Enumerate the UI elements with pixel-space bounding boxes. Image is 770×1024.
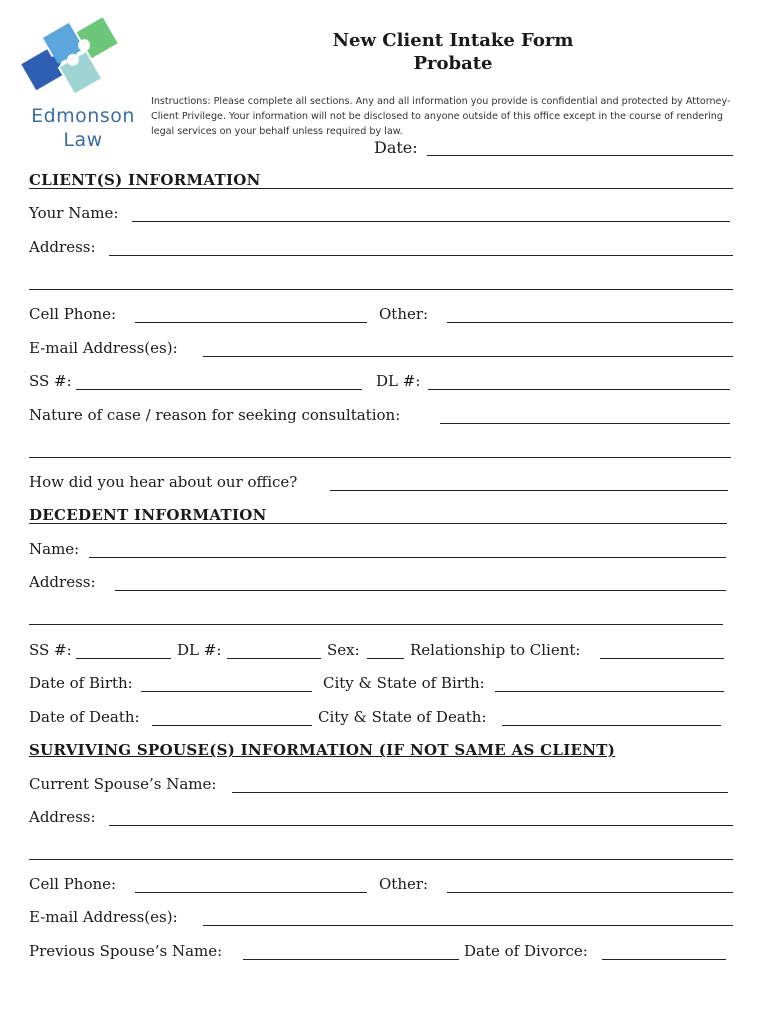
decedent-birth-row bbox=[29, 674, 735, 696]
client-address-line2-field[interactable] bbox=[29, 289, 733, 290]
spouse-cell-phone-label: Cell Phone: bbox=[29, 875, 117, 893]
decedent-dl-label: DL #: bbox=[177, 641, 222, 659]
spouse-other-phone-label: Other: bbox=[379, 875, 429, 893]
date-label: Date: bbox=[374, 138, 418, 157]
decedent-name-row bbox=[29, 540, 735, 562]
client-section-heading: CLIENT(S) INFORMATION bbox=[29, 171, 261, 189]
spouse-address-line2-field[interactable] bbox=[29, 859, 733, 860]
client-other-phone-label: Other: bbox=[379, 305, 429, 323]
your-name-label: Your Name: bbox=[29, 204, 119, 222]
birth-date-field[interactable] bbox=[141, 691, 312, 692]
spouse-current-row bbox=[29, 775, 735, 797]
decedent-address-field[interactable] bbox=[115, 590, 726, 591]
divorce-date-field[interactable] bbox=[602, 959, 726, 960]
current-spouse-label: Current Spouse’s Name: bbox=[29, 775, 217, 793]
form-title: New Client Intake Form bbox=[332, 30, 574, 51]
decedent-ss-label: SS #: bbox=[29, 641, 72, 659]
client-referral-row bbox=[29, 473, 735, 495]
client-address-label: Address: bbox=[29, 238, 96, 256]
client-cell-phone-label: Cell Phone: bbox=[29, 305, 117, 323]
nature-of-case-label: Nature of case / reason for seeking consultation: bbox=[29, 406, 401, 424]
decedent-ids-row bbox=[29, 641, 735, 663]
client-ss-field[interactable] bbox=[76, 389, 362, 390]
decedent-sex-field[interactable] bbox=[367, 658, 404, 659]
client-address-row bbox=[29, 238, 735, 260]
logo-text-line2: Law bbox=[63, 129, 103, 151]
decedent-death-row bbox=[29, 708, 735, 730]
heading-rule bbox=[29, 188, 733, 189]
logo-text-line1: Edmonson bbox=[31, 105, 135, 127]
relationship-field[interactable] bbox=[600, 658, 724, 659]
decedent-dl-field[interactable] bbox=[227, 658, 321, 659]
client-nature-row bbox=[29, 406, 735, 428]
decedent-sex-label: Sex: bbox=[327, 641, 360, 659]
divorce-date-label: Date of Divorce: bbox=[464, 942, 588, 960]
client-ss-label: SS #: bbox=[29, 372, 72, 390]
client-dl-field[interactable] bbox=[428, 389, 730, 390]
client-email-row bbox=[29, 339, 735, 361]
spouse-address-field[interactable] bbox=[109, 825, 733, 826]
your-name-field[interactable] bbox=[132, 221, 730, 222]
spouse-previous-row bbox=[29, 942, 735, 964]
client-address-field[interactable] bbox=[109, 255, 733, 256]
spouse-other-phone-field[interactable] bbox=[447, 892, 733, 893]
nature-of-case-field[interactable] bbox=[440, 423, 730, 424]
puzzle-logo-icon bbox=[14, 12, 146, 104]
form-subtitle: Probate bbox=[413, 53, 493, 74]
birth-place-label: City & State of Birth: bbox=[323, 674, 485, 692]
client-email-label: E-mail Address(es): bbox=[29, 339, 178, 357]
client-ids-row bbox=[29, 372, 735, 394]
birth-date-label: Date of Birth: bbox=[29, 674, 133, 692]
spouse-email-label: E-mail Address(es): bbox=[29, 908, 178, 926]
relationship-label: Relationship to Client: bbox=[410, 641, 581, 659]
previous-spouse-field[interactable] bbox=[243, 959, 459, 960]
decedent-section-heading: DECEDENT INFORMATION bbox=[29, 506, 267, 524]
date-row bbox=[29, 138, 735, 160]
spouse-address-row bbox=[29, 808, 735, 830]
decedent-address-line2-field[interactable] bbox=[29, 624, 723, 625]
client-other-phone-field[interactable] bbox=[447, 322, 733, 323]
date-field[interactable] bbox=[427, 155, 733, 156]
spouse-email-row bbox=[29, 908, 735, 930]
spouse-email-field[interactable] bbox=[203, 925, 733, 926]
spouse-phone-row bbox=[29, 875, 735, 897]
instructions-text: Instructions: Please complete all sections. Any and all information you provide is confidential and protected by Attorney-Client Privilege. Your information will not be disclosed to anyone outside of this office except in the course of rendering legal services on your behalf unless required by law. bbox=[151, 96, 731, 137]
client-email-field[interactable] bbox=[203, 356, 733, 357]
birth-place-field[interactable] bbox=[495, 691, 724, 692]
decedent-heading-row bbox=[29, 506, 735, 528]
death-date-label: Date of Death: bbox=[29, 708, 140, 726]
client-dl-label: DL #: bbox=[376, 372, 421, 390]
death-date-field[interactable] bbox=[152, 725, 312, 726]
death-place-label: City & State of Death: bbox=[318, 708, 487, 726]
current-spouse-field[interactable] bbox=[232, 792, 728, 793]
previous-spouse-label: Previous Spouse’s Name: bbox=[29, 942, 223, 960]
spouse-section-heading: SURVIVING SPOUSE(S) INFORMATION (IF NOT SAME AS CLIENT) bbox=[29, 741, 616, 759]
decedent-address-row bbox=[29, 573, 735, 595]
client-heading-row bbox=[29, 171, 735, 193]
nature-of-case-line2-field[interactable] bbox=[29, 457, 731, 458]
decedent-address-label: Address: bbox=[29, 573, 96, 591]
decedent-name-label: Name: bbox=[29, 540, 80, 558]
client-name-row bbox=[29, 204, 735, 226]
referral-source-label: How did you hear about our office? bbox=[29, 473, 298, 491]
decedent-ss-field[interactable] bbox=[76, 658, 171, 659]
client-cell-phone-field[interactable] bbox=[135, 322, 367, 323]
firm-logo bbox=[8, 8, 150, 151]
decedent-name-field[interactable] bbox=[89, 557, 726, 558]
death-place-field[interactable] bbox=[502, 725, 721, 726]
heading-rule bbox=[29, 523, 727, 524]
spouse-cell-phone-field[interactable] bbox=[135, 892, 367, 893]
spouse-heading-row bbox=[29, 741, 735, 763]
spouse-address-label: Address: bbox=[29, 808, 96, 826]
referral-source-field[interactable] bbox=[330, 490, 728, 491]
client-phone-row bbox=[29, 305, 735, 327]
